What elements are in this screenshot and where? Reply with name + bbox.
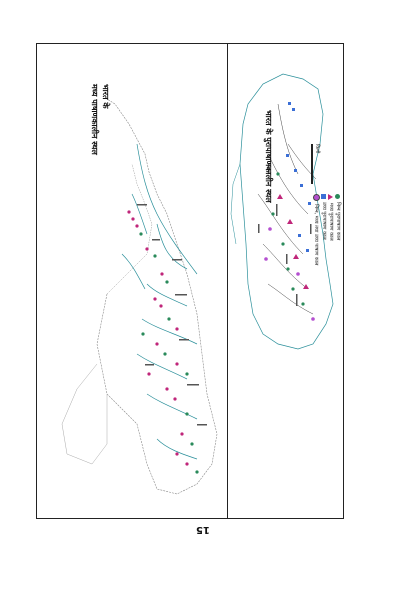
river-network <box>122 144 197 459</box>
legend-label: निम्न, मध्य तथा उच्च पाषाण काल <box>313 204 320 266</box>
legend-label: निम्न पुरापाषाण काल <box>335 202 341 241</box>
palaeolithic-map-panel <box>228 44 345 518</box>
legend-label: उच्च पुरापाषाण काल <box>321 202 327 240</box>
legend-row <box>321 194 327 265</box>
legend-label: मध्य पुरापाषाण काल <box>328 203 334 241</box>
mesolithic-map-title <box>89 84 111 155</box>
mesolithic-map-panel <box>37 44 227 518</box>
scale-bar <box>311 144 313 184</box>
map-scale <box>310 144 320 184</box>
mesolithic-title-line2: मध्य पाषाणकालीन स्थल <box>90 84 99 155</box>
triangle-symbol-icon <box>329 194 334 200</box>
mesolithic-site-markers <box>127 210 198 473</box>
mesolithic-title-line1: भारत के <box>101 84 110 109</box>
india-outline <box>97 99 217 494</box>
legend-row <box>328 194 334 265</box>
map-legend <box>312 194 342 265</box>
palaeolithic-title: भारत के पुरापाषाणकालीन स्थल <box>264 110 273 203</box>
coastline-extension <box>231 164 240 244</box>
legend-row <box>335 194 341 265</box>
page-number: 15 <box>196 524 210 535</box>
scale-label: किमी <box>314 144 320 154</box>
palaeolithic-map <box>228 44 345 518</box>
square-symbol-icon <box>322 194 327 199</box>
circle-symbol-icon <box>336 194 341 199</box>
site-label-marks <box>137 204 207 426</box>
palaeolithic-map-title <box>263 110 274 203</box>
legend-row <box>313 194 320 265</box>
page-frame <box>36 43 344 519</box>
mesolithic-map <box>37 44 227 518</box>
ring-symbol-icon <box>313 194 320 201</box>
neighbour-outline <box>62 364 107 464</box>
